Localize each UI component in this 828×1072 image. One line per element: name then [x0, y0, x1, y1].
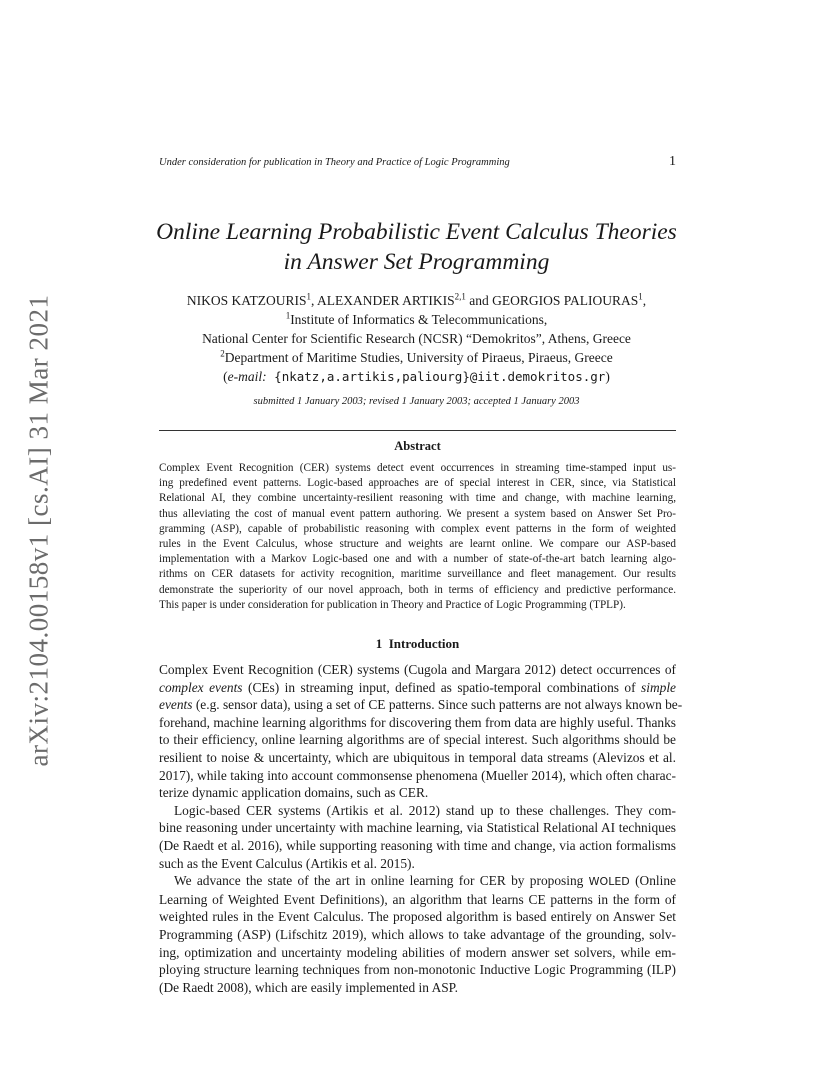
- running-head: Under consideration for publication in Theory and Practice of Logic Programming: [159, 157, 510, 168]
- author-block: [100, 291, 733, 386]
- abstract-body: [159, 461, 676, 613]
- abstract-line: ing predefined event patterns. Logic-based approaches are of special interest in CER, since, via Statistical: [159, 477, 676, 490]
- abstract-line: demonstrate the superiority of our novel approach, both in terms of efficiency and predictive performance.: [159, 583, 676, 596]
- author-separator: ,: [311, 293, 318, 308]
- body-line: resilient to noise & uncertainty, which are ubiquitous in temporal data streams (Alevizos et al.: [159, 749, 676, 765]
- abstract-line: implementation with a Markov Logic-based one and with a number of state-of-the-art batch learning algo-: [159, 553, 676, 566]
- author-affil-mark: 1: [306, 291, 312, 302]
- email-paren: ): [605, 369, 610, 384]
- author-list: [100, 291, 733, 310]
- body-line: weighted rules in the Event Calculus. The proposed algorithm is based entirely on Answer Set: [159, 909, 676, 925]
- body-line: [159, 872, 676, 891]
- section-body: [159, 661, 683, 996]
- page-number: 1: [669, 154, 676, 169]
- body-line: forehand, machine learning algorithms for discovering them from data are highly useful. Thanks: [159, 714, 676, 730]
- body-line: terize dynamic application domains, such as CER.: [159, 785, 429, 801]
- abstract-line: thus alleviating the cost of manual event pattern authoring. We present a system based on Answer Set Pro-: [159, 507, 676, 520]
- body-line: bine reasoning under uncertainty with machine learning, via Statistical Relational AI techniques: [159, 820, 676, 836]
- body-line: Complex Event Recognition (CER) systems (Cugola and Margara 2012) detect occurrences of: [159, 662, 676, 677]
- abstract-line: Complex Event Recognition (CER) systems detect event occurrences in streaming time-stamped input us-: [159, 462, 676, 474]
- affiliation-1-cont: National Center for Scientific Research (NCSR) “Demokritos”, Athens, Greece: [202, 331, 631, 346]
- term-italic: events: [159, 697, 193, 713]
- abstract-line: gramming (ASP), capable of probabilistic reasoning with complex event patterns in the form of weighted: [159, 522, 676, 535]
- body-line: 2017), while taking into account commonsense phenomena (Mueller 2014), which often charac-: [159, 767, 676, 783]
- paper-title: [100, 217, 733, 277]
- section-title: Introduction: [388, 636, 460, 651]
- body-text: (CEs) in streaming input, defined as spatio-temporal combinations of: [242, 679, 642, 695]
- algorithm-name: WOLED: [588, 875, 630, 889]
- body-line: Learning of Weighted Event Definitions), an algorithm that learns CE patterns in the form of: [159, 891, 676, 907]
- affil-mark: 2: [220, 348, 225, 359]
- body-line: such as the Event Calculus (Artikis et al. 2015).: [159, 855, 415, 871]
- affil-text: Department of Maritime Studies, University of Piraeus, Piraeus, Greece: [224, 350, 613, 365]
- arxiv-stamp: [17, 294, 61, 766]
- body-line: [159, 679, 676, 697]
- body-line: to their efficiency, online learning algorithms are of special interest. Such algorithms should be: [159, 732, 676, 748]
- abstract-line: Relational AI, they combine uncertainty-resilient reasoning with time and change, with machine learning,: [159, 492, 676, 505]
- email-label: e-mail:: [227, 369, 267, 384]
- email-line: [100, 367, 733, 386]
- author-affil-mark: 1: [638, 291, 643, 302]
- body-text: (e.g. sensor data), using a set of CE patterns. Since such patterns are not always known be-: [192, 697, 683, 713]
- affiliation-1: [100, 310, 733, 329]
- submission-dates: submitted 1 January 2003; revised 1 January 2003; accepted 1 January 2003: [253, 396, 580, 407]
- body-text: We advance the state of the art in online learning for CER by proposing: [174, 873, 589, 889]
- affil-text: Institute of Informatics & Telecommunications,: [290, 312, 548, 327]
- body-line: ploying structure learning techniques from non-monotonic Inductive Logic Programming (ILP): [159, 962, 676, 978]
- section-number: 1: [375, 636, 383, 651]
- abstract-rule: [159, 430, 676, 431]
- body-line: Logic-based CER systems (Artikis et al. 2012) stand up to these challenges. They com-: [174, 802, 676, 818]
- body-line: [159, 696, 683, 714]
- affil-mark: 1: [285, 310, 291, 321]
- term-italic: complex events: [159, 679, 243, 695]
- term-italic: simple: [641, 679, 676, 695]
- body-line: (De Raedt et al. 2016), while supporting reasoning with time and change, via action formalisms: [159, 837, 676, 853]
- author-name: NIKOS KATZOURIS: [186, 293, 307, 308]
- title-line: in Answer Set Programming: [283, 249, 550, 275]
- body-text: (Online: [629, 873, 676, 889]
- title-line: Online Learning Probabilistic Event Calculus Theories: [156, 219, 677, 245]
- abstract-line: rules in the Event Calculus, whose structure and weights are learnt online. We compare our ASP-based: [159, 538, 676, 551]
- email-address: {nkatz,a.artikis,paliourg}@iit.demokritos.gr: [266, 369, 606, 384]
- author-separator: and: [465, 293, 493, 308]
- abstract-heading: Abstract: [394, 439, 441, 453]
- affiliation-2: [100, 348, 733, 367]
- section-heading: [159, 636, 676, 652]
- author-affil-mark: 2,1: [454, 291, 466, 302]
- body-line: Programming (ASP) (Lifschitz 2019), which allows to take advantage of the grounding, solv-: [159, 926, 676, 942]
- abstract-line: rithms on CER datasets for activity recognition, maritime surveillance and fleet management. Our results: [159, 568, 676, 581]
- author-name: GEORGIOS PALIOURAS: [492, 293, 639, 308]
- author-name: ALEXANDER ARTIKIS: [317, 293, 455, 308]
- body-line: ing, optimization and uncertainty modeling abilities of modern answer set solvers, while em-: [159, 944, 676, 960]
- body-line: (De Raedt 2008), which are easily implemented in ASP.: [159, 979, 458, 995]
- abstract-line: This paper is under consideration for publication in Theory and Practice of Logic Programming (TPLP).: [159, 598, 626, 611]
- arxiv-identifier: arXiv:2104.00158v1 [cs.AI] 31 Mar 2021: [23, 294, 54, 766]
- author-separator: ,: [642, 293, 647, 308]
- email-paren: (: [223, 369, 228, 384]
